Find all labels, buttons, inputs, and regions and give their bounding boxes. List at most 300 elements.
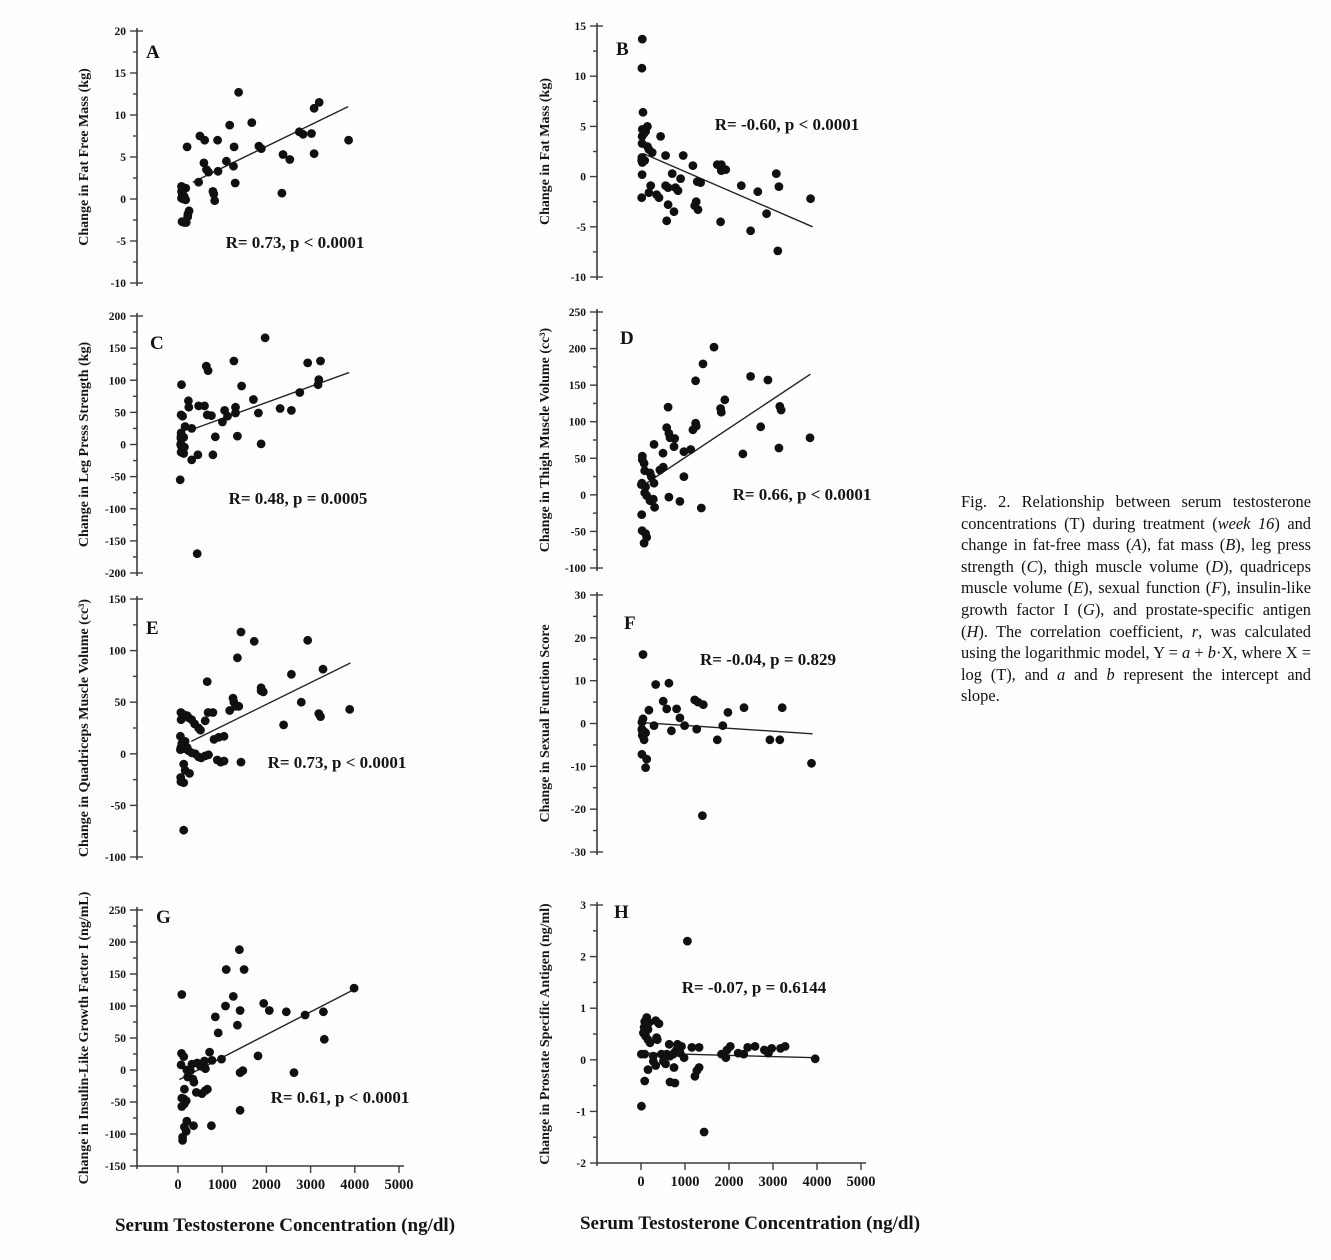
data-point — [214, 167, 223, 176]
data-point — [746, 226, 755, 235]
data-point — [234, 702, 243, 711]
data-point — [772, 169, 781, 178]
y-tick-label: -20 — [570, 804, 586, 817]
data-point — [187, 424, 196, 433]
data-point — [646, 1038, 655, 1047]
data-point — [721, 165, 730, 174]
y-tick-label: 3 — [580, 900, 586, 912]
x-tick-label: 1000 — [207, 1177, 237, 1193]
data-point — [670, 207, 679, 216]
data-point — [655, 193, 664, 202]
correlation-annotation: R= 0.61, p < 0.0001 — [270, 1088, 410, 1107]
panel-letter: E — [146, 618, 159, 639]
data-point — [208, 1056, 217, 1065]
data-point — [640, 1050, 649, 1059]
y-tick-label: -10 — [570, 272, 586, 284]
data-points — [177, 945, 359, 1145]
caption-italic-segment: a — [1057, 664, 1066, 684]
data-point — [235, 945, 244, 954]
data-point — [717, 408, 726, 417]
data-point — [756, 422, 765, 431]
data-point — [781, 1042, 790, 1051]
data-point — [234, 88, 243, 97]
y-tick-label: 30 — [574, 590, 586, 602]
data-point — [223, 412, 232, 421]
y-tick-label: -5 — [116, 236, 126, 248]
panel-letter: C — [150, 333, 164, 354]
y-tick-label: 50 — [114, 407, 126, 420]
data-point — [698, 811, 707, 820]
data-point — [639, 650, 648, 659]
data-point — [233, 432, 242, 441]
y-tick-label: -10 — [110, 278, 126, 290]
y-tick-label: 100 — [108, 1001, 126, 1013]
data-point — [665, 1040, 674, 1049]
data-point — [240, 965, 249, 974]
x-axis-title-right: Serum Testosterone Concentration (ng/dl) — [579, 1213, 921, 1234]
data-point — [259, 999, 268, 1008]
data-point — [643, 122, 652, 131]
y-tick-label: 15 — [574, 21, 586, 33]
data-point — [209, 450, 218, 459]
data-point — [645, 188, 654, 197]
data-point — [177, 1102, 186, 1111]
data-points — [177, 88, 353, 227]
data-point — [670, 434, 679, 443]
y-axis-label: Change in Prostate Specific Antigen (ng/ml) — [538, 903, 553, 1165]
y-tick-label: 200 — [568, 343, 586, 356]
y-tick-label: -100 — [104, 1129, 126, 1141]
data-point — [639, 108, 648, 117]
y-tick-label: 10 — [574, 71, 586, 84]
x-tick-label: 3000 — [296, 1177, 326, 1193]
y-tick-label: 10 — [114, 110, 126, 122]
caption-italic-segment: b — [1207, 643, 1216, 663]
data-points — [637, 937, 820, 1137]
data-point — [691, 376, 700, 385]
data-point — [651, 680, 660, 689]
caption-segment: ) and change in fat-free mass ( — [961, 513, 1311, 555]
caption-italic-segment: G — [1082, 599, 1095, 619]
data-point — [229, 992, 238, 1001]
data-point — [198, 1089, 207, 1098]
data-point — [316, 357, 325, 366]
data-point — [764, 376, 773, 385]
x-tick-label: 0 — [637, 1174, 645, 1190]
y-tick-label: 100 — [568, 416, 586, 429]
data-point — [664, 403, 673, 412]
data-point — [718, 721, 727, 730]
data-point — [661, 1060, 670, 1069]
data-point — [301, 1011, 310, 1020]
caption-segment: ), insulin-like growth factor I ( — [961, 578, 1311, 619]
y-tick-label: 150 — [568, 380, 586, 393]
panel-letter: H — [614, 902, 629, 923]
data-point — [299, 130, 308, 139]
caption-segment: represent the intercept and slope. — [961, 664, 1311, 706]
data-point — [193, 549, 202, 558]
data-point — [201, 716, 210, 725]
y-tick-label: -100 — [564, 563, 586, 575]
data-point — [666, 1078, 675, 1087]
y-tick-label: 1 — [580, 1003, 586, 1016]
data-point — [196, 726, 205, 735]
y-tick-label: 50 — [114, 697, 126, 710]
data-point — [692, 725, 701, 734]
data-point — [204, 750, 213, 759]
data-point — [670, 1063, 679, 1072]
data-point — [200, 136, 209, 145]
y-tick-label: -50 — [110, 471, 126, 484]
data-point — [285, 155, 294, 164]
caption-segment: Fig. 2. Relationship between serum testosterone concentrations (T) during treatment ( — [961, 492, 1311, 533]
data-point — [650, 503, 659, 512]
y-tick-label: -150 — [104, 1161, 126, 1173]
data-point — [662, 705, 671, 714]
data-point — [695, 1063, 704, 1072]
data-point — [637, 510, 646, 519]
y-axis-label: Change in Fat Mass (kg) — [538, 77, 553, 226]
y-tick-label: -5 — [576, 221, 586, 234]
data-point — [641, 763, 650, 772]
data-point — [307, 129, 316, 138]
y-tick-label: 200 — [108, 311, 126, 323]
caption-segment: ), fat mass ( — [1141, 535, 1226, 555]
data-point — [659, 449, 668, 458]
data-point — [640, 1077, 649, 1086]
data-point — [773, 247, 782, 256]
x-tick-label: 4000 — [802, 1174, 832, 1190]
data-point — [237, 628, 246, 637]
y-tick-label: -30 — [570, 847, 586, 859]
data-point — [236, 1106, 245, 1115]
data-point — [290, 1068, 299, 1077]
data-point — [179, 778, 188, 787]
y-tick-label: 0 — [120, 194, 126, 206]
caption-segment: ), leg press strength ( — [961, 535, 1311, 576]
x-tick-label: 1000 — [670, 1174, 700, 1190]
data-point — [207, 1121, 216, 1130]
data-points — [176, 628, 354, 835]
x-tick-label: 2000 — [714, 1174, 744, 1190]
data-point — [222, 965, 231, 974]
data-point — [225, 706, 234, 715]
data-point — [320, 1035, 329, 1044]
data-points — [637, 343, 814, 548]
caption-italic-segment: r — [1191, 621, 1199, 641]
panel-D — [538, 307, 871, 575]
data-point — [640, 735, 649, 744]
data-point — [344, 136, 353, 145]
y-tick-label: 0 — [120, 1065, 126, 1077]
data-point — [203, 677, 212, 686]
y-tick-label: 10 — [574, 675, 586, 688]
correlation-annotation: R= -0.60, p < 0.0001 — [714, 115, 860, 134]
data-point — [179, 1052, 188, 1061]
x-tick-label: 4000 — [340, 1177, 370, 1193]
trend-line — [191, 373, 349, 430]
data-point — [177, 380, 186, 389]
y-tick-label: 15 — [114, 68, 126, 80]
y-tick-label: 100 — [108, 645, 126, 658]
data-point — [231, 179, 240, 188]
y-tick-label: 150 — [108, 343, 126, 356]
data-point — [187, 456, 196, 465]
data-point — [694, 205, 703, 214]
y-tick-label: -50 — [570, 526, 586, 539]
data-point — [679, 151, 688, 160]
panel-E — [77, 594, 406, 864]
y-tick-label: -50 — [110, 800, 126, 813]
panel-A — [77, 26, 364, 290]
y-tick-label: -100 — [104, 852, 126, 864]
data-point — [739, 1050, 748, 1059]
data-point — [222, 157, 231, 166]
data-point — [777, 406, 786, 415]
data-point — [724, 708, 733, 717]
panel-letter: B — [616, 39, 629, 60]
y-tick-label: -1 — [576, 1106, 586, 1119]
data-point — [254, 1052, 263, 1061]
y-tick-label: -150 — [104, 535, 126, 548]
data-point — [213, 136, 222, 145]
data-point — [230, 357, 239, 366]
data-point — [746, 372, 755, 381]
data-point — [689, 161, 698, 170]
data-point — [700, 1128, 709, 1137]
data-point — [237, 758, 246, 767]
data-point — [680, 1053, 689, 1062]
data-point — [303, 636, 312, 645]
caption-italic-segment: C — [1026, 556, 1038, 576]
data-point — [237, 382, 246, 391]
data-point — [231, 409, 240, 418]
data-point — [699, 700, 708, 709]
data-point — [236, 1006, 245, 1015]
data-point — [775, 444, 784, 453]
data-point — [182, 218, 191, 227]
data-point — [180, 1085, 189, 1094]
caption-segment: ), quadriceps muscle volume ( — [961, 556, 1311, 598]
data-point — [644, 1065, 653, 1074]
y-tick-label: 100 — [108, 375, 126, 388]
data-point — [686, 445, 695, 454]
data-point — [220, 732, 229, 741]
panel-C — [77, 311, 367, 580]
data-point — [201, 1064, 210, 1073]
y-tick-label: 200 — [108, 937, 126, 949]
data-point — [233, 653, 242, 662]
panel-letter: D — [620, 328, 634, 349]
data-point — [713, 735, 722, 744]
data-point — [176, 475, 185, 484]
caption-italic-segment: B — [1225, 535, 1236, 555]
y-tick-label: 0 — [580, 1054, 586, 1067]
data-point — [278, 189, 287, 198]
panel-H — [538, 900, 876, 1190]
data-point — [282, 1007, 291, 1016]
panel-letter: A — [146, 42, 160, 63]
y-tick-label: 0 — [120, 439, 126, 452]
correlation-annotation: R= -0.04, p = 0.829 — [699, 650, 837, 669]
data-point — [710, 343, 719, 352]
caption-italic-segment: D — [1211, 556, 1224, 576]
panel-F — [538, 590, 836, 859]
data-point — [766, 735, 775, 744]
data-point — [665, 493, 674, 502]
data-point — [751, 1042, 760, 1051]
data-point — [650, 440, 659, 449]
data-point — [676, 714, 685, 723]
data-point — [696, 178, 705, 187]
data-point — [674, 186, 683, 195]
data-point — [181, 195, 190, 204]
data-point — [638, 35, 647, 44]
y-tick-label: 0 — [580, 171, 586, 184]
data-point — [254, 409, 263, 418]
caption-italic-segment: week 16 — [1217, 513, 1275, 533]
caption-segment: and — [1065, 664, 1107, 684]
data-point — [640, 539, 649, 548]
y-tick-label: -10 — [570, 761, 586, 774]
y-tick-label: 50 — [114, 1033, 126, 1045]
data-point — [753, 187, 762, 196]
data-point — [189, 1121, 198, 1130]
data-point — [295, 388, 304, 397]
data-points — [638, 650, 816, 820]
data-point — [345, 705, 354, 714]
data-point — [214, 1029, 223, 1038]
data-point — [178, 412, 187, 421]
y-axis-label: Change in Fat Free Mass (kg) — [77, 68, 92, 246]
data-point — [238, 1066, 247, 1075]
x-tick-label: 3000 — [758, 1174, 788, 1190]
data-point — [221, 1002, 230, 1011]
y-tick-label: 20 — [574, 632, 586, 645]
data-point — [184, 403, 193, 412]
data-point — [314, 380, 323, 389]
y-tick-label: -100 — [104, 503, 126, 516]
data-point — [185, 769, 194, 778]
data-point — [739, 450, 748, 459]
data-point — [699, 360, 708, 369]
y-axis-label: Change in Insulin-Like Growth Factor I (ng/mL) — [77, 891, 92, 1185]
data-point — [778, 703, 787, 712]
data-point — [811, 1054, 820, 1063]
data-point — [257, 440, 266, 449]
data-point — [667, 726, 676, 735]
data-point — [650, 721, 659, 730]
data-point — [737, 181, 746, 190]
data-point — [775, 735, 784, 744]
caption-segment: ), sexual function ( — [1083, 578, 1212, 598]
data-point — [261, 333, 270, 342]
data-point — [651, 1061, 660, 1070]
correlation-annotation: R= 0.66, p < 0.0001 — [732, 485, 872, 504]
data-point — [806, 194, 815, 203]
x-tick-label: 5000 — [384, 1177, 414, 1193]
panel-B — [538, 21, 859, 284]
data-point — [279, 721, 288, 730]
data-point — [695, 1043, 704, 1052]
y-axis-label: Change in Leg Press Strength (kg) — [77, 341, 92, 548]
data-point — [211, 432, 220, 441]
data-point — [659, 697, 668, 706]
y-axis-label: Change in Sexual Function Score — [538, 624, 553, 823]
panel-letter: F — [624, 613, 636, 634]
data-point — [220, 757, 229, 766]
data-point — [806, 433, 815, 442]
data-point — [249, 395, 258, 404]
data-point — [205, 1048, 214, 1057]
data-point — [723, 1046, 732, 1055]
caption-segment: ), and prostate-specific antigen ( — [961, 599, 1311, 641]
x-tick-label: 2000 — [251, 1177, 281, 1193]
data-point — [740, 703, 749, 712]
data-point — [250, 637, 259, 646]
data-point — [683, 937, 692, 946]
caption-segment: ). The correlation coefficient, — [978, 621, 1192, 641]
data-point — [807, 759, 816, 768]
data-point — [665, 679, 674, 688]
correlation-annotation: R= 0.48, p = 0.0005 — [228, 489, 368, 508]
trend-line — [191, 663, 350, 741]
caption-segment: ), thigh muscle volume ( — [1037, 556, 1212, 576]
data-point — [676, 174, 685, 183]
data-point — [233, 1021, 242, 1030]
data-point — [207, 411, 216, 420]
data-point — [190, 1078, 199, 1087]
data-point — [656, 466, 665, 475]
data-point — [177, 990, 186, 999]
data-point — [229, 162, 238, 171]
y-tick-label: 0 — [120, 748, 126, 761]
caption-italic-segment: E — [1073, 578, 1084, 598]
data-point — [680, 472, 689, 481]
data-point — [310, 104, 319, 113]
data-point — [650, 479, 659, 488]
data-point — [350, 984, 359, 993]
data-point — [720, 395, 729, 404]
y-tick-label: 50 — [574, 453, 586, 466]
data-point — [178, 1136, 187, 1145]
caption-segment: + — [1190, 643, 1208, 663]
y-tick-label: 20 — [114, 26, 126, 38]
data-point — [676, 497, 685, 506]
data-point — [194, 178, 203, 187]
data-point — [637, 193, 646, 202]
data-point — [204, 366, 213, 375]
data-point — [287, 670, 296, 679]
data-point — [319, 1007, 328, 1016]
data-point — [179, 449, 188, 458]
data-point — [648, 148, 657, 157]
data-point — [722, 1053, 731, 1062]
y-tick-label: 150 — [108, 594, 126, 606]
y-tick-label: 250 — [568, 307, 586, 319]
caption-italic-segment: F — [1211, 578, 1222, 598]
data-point — [655, 1019, 664, 1028]
caption-segment: ·X, where X = log (T), and — [961, 643, 1311, 684]
data-point — [645, 706, 654, 715]
data-point — [638, 64, 647, 73]
caption-italic-segment: A — [1131, 535, 1142, 555]
data-point — [200, 402, 209, 411]
data-point — [638, 158, 647, 167]
data-point — [656, 132, 665, 141]
data-points — [176, 333, 325, 558]
data-point — [276, 404, 285, 413]
